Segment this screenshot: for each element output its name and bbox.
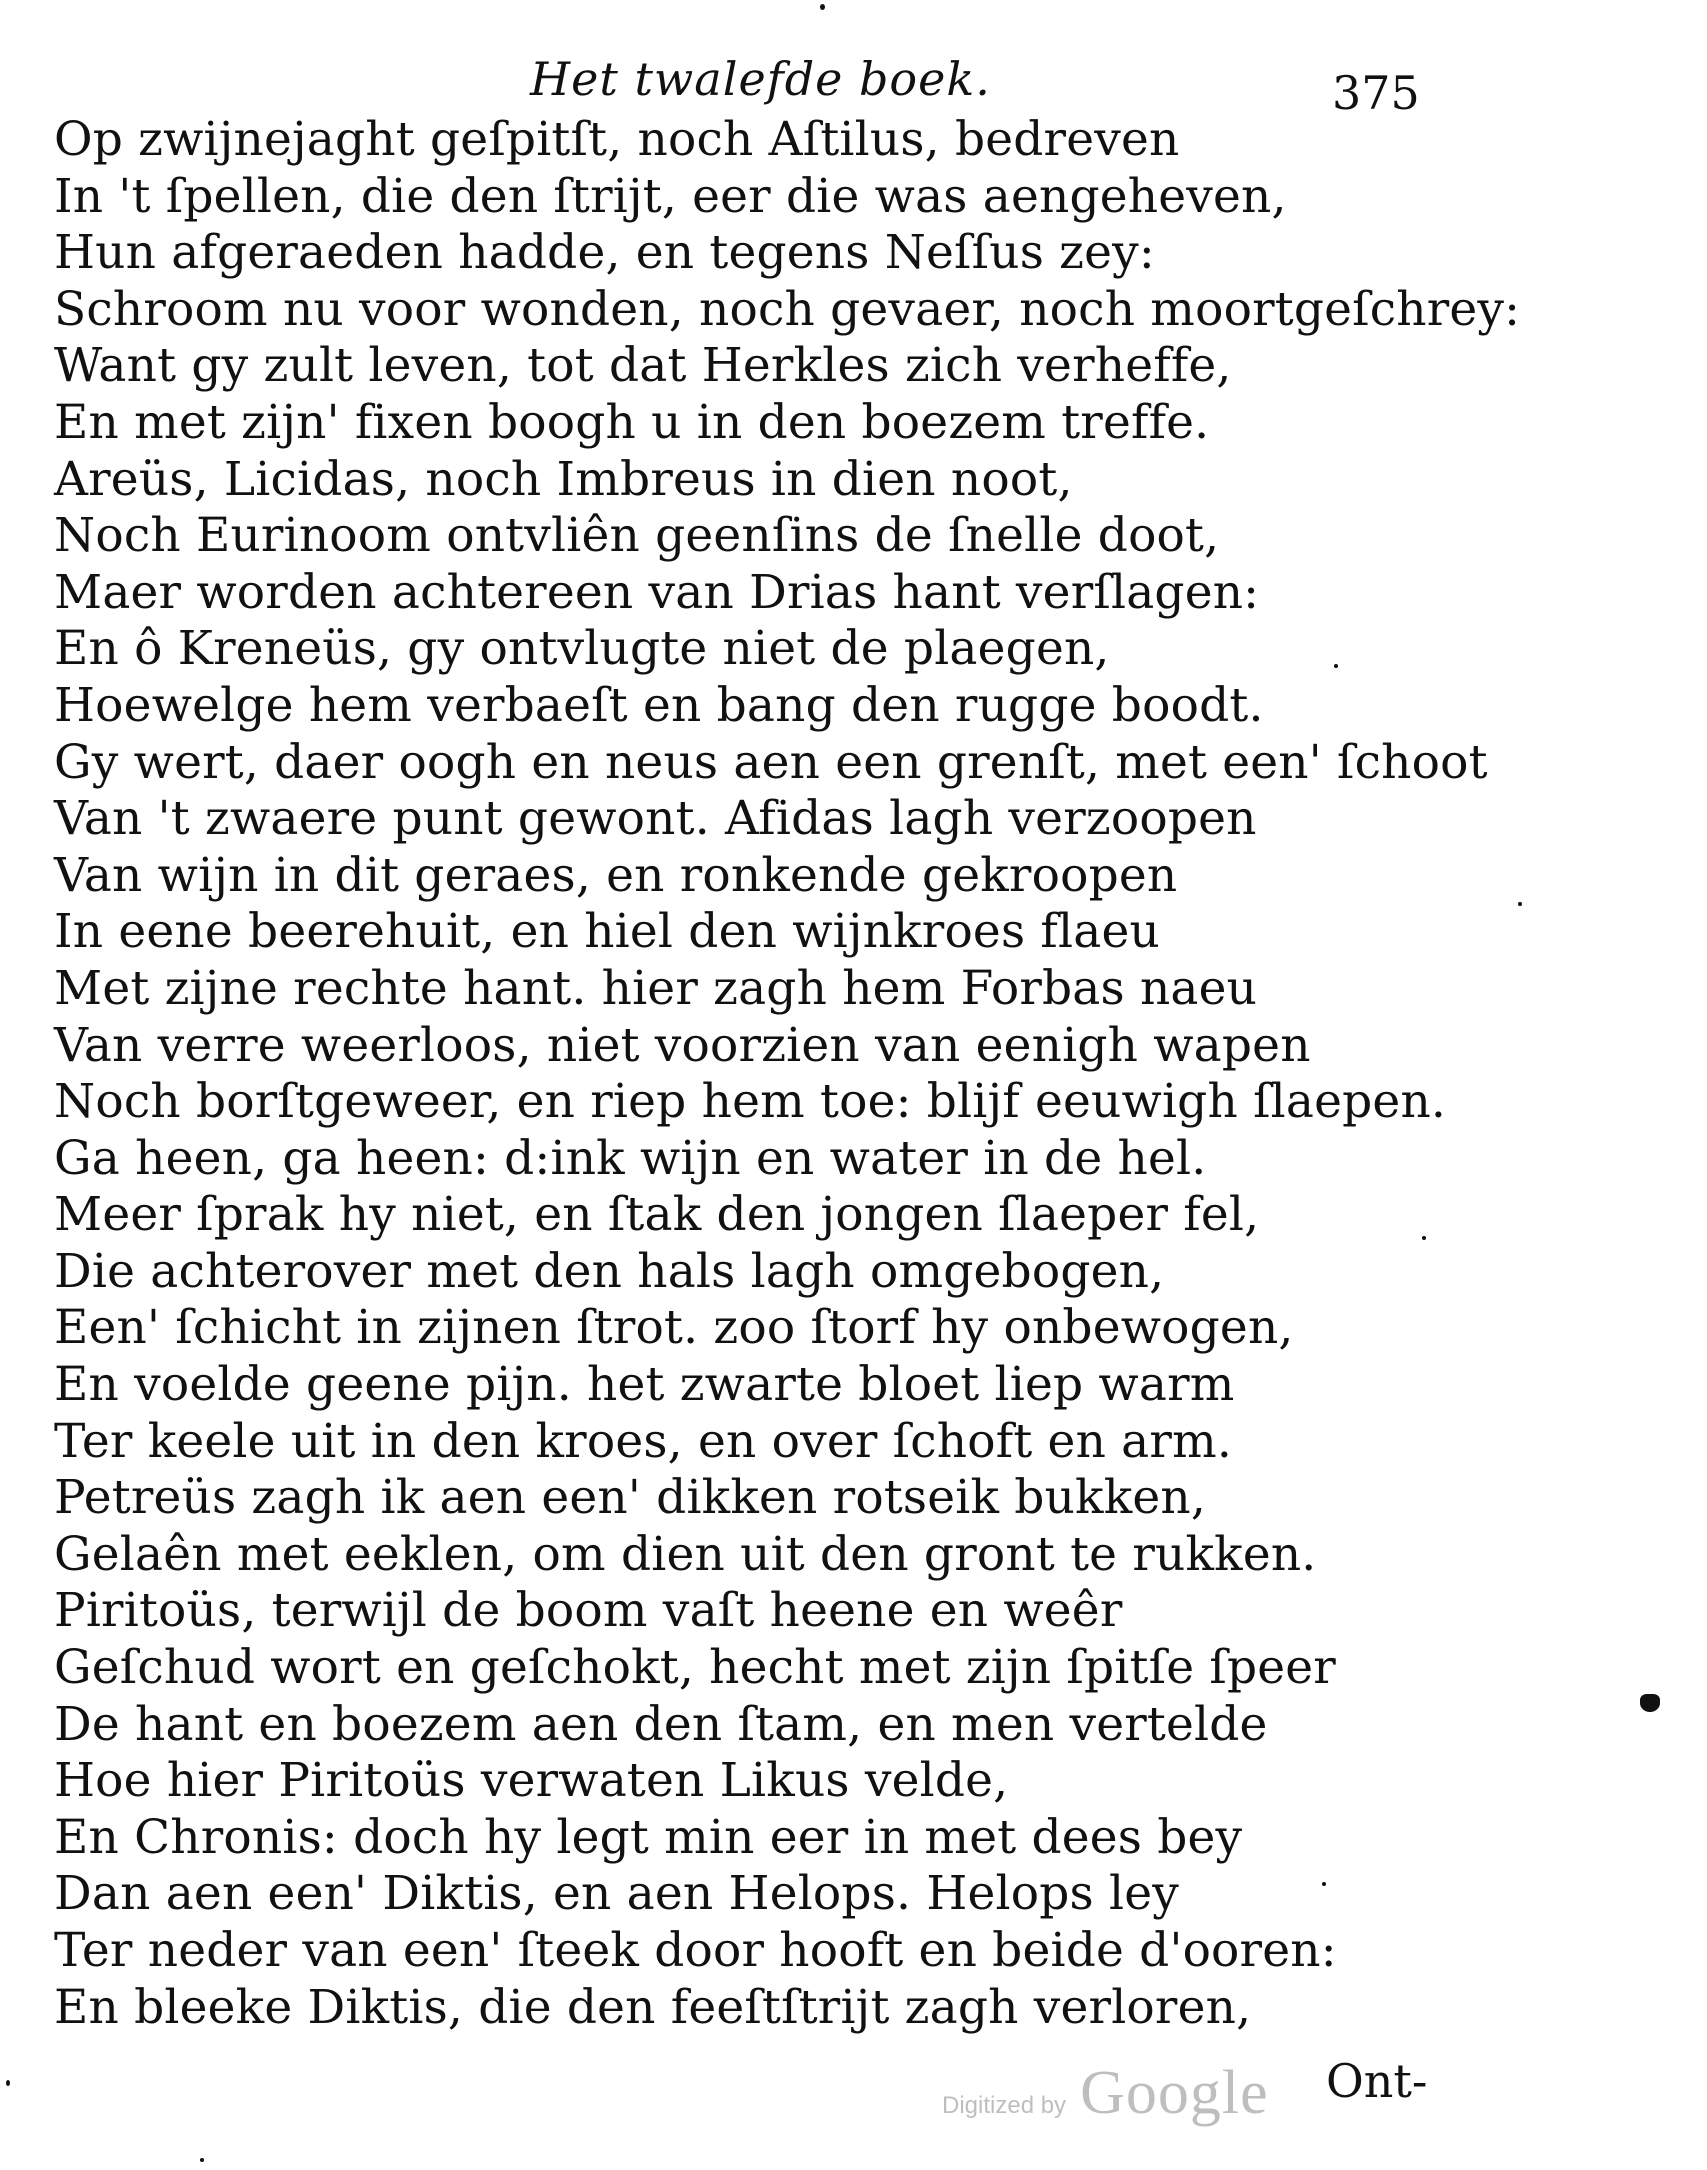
print-speck bbox=[200, 2158, 204, 2162]
verse-line: Gy wert, daer oogh en neus aen een grenſt, met een' ſchoot bbox=[54, 734, 1488, 790]
verse-line: In eene beerehuit, en hiel den wijnkroes flaeu bbox=[54, 904, 1160, 960]
verse-line: Hoewelge hem verbaeſt en bang den rugge boodt. bbox=[54, 677, 1264, 733]
verse-line: Noch Eurinoom ontvliên geenſins de ſnelle doot, bbox=[54, 508, 1220, 564]
verse-line: En voelde geene pijn. het zwarte bloet liep warm bbox=[54, 1357, 1235, 1413]
verse-line: In 't ſpellen, die den ſtrijt, eer die was aengeheven, bbox=[54, 168, 1287, 224]
verse-line: Van verre weerloos, niet voorzien van eenigh wapen bbox=[54, 1017, 1311, 1073]
verse-line: Ter keele uit in den kroes, en over ſchoft en arm. bbox=[54, 1413, 1232, 1469]
verse-line: Petreüs zagh ik aen een' dikken rotseik bukken, bbox=[54, 1470, 1207, 1526]
print-speck bbox=[1322, 1882, 1326, 1886]
verse-line: Noch borſtgeweer, en riep hem toe: blijf eeuwigh ſlaepen. bbox=[54, 1074, 1447, 1130]
verse-block bbox=[54, 112, 1521, 2036]
verse-line: Van wijn in dit geraes, en ronkende gekroopen bbox=[54, 847, 1178, 903]
verse-line: Ter neder van een' ſteek door hooft en beide d'ooren: bbox=[54, 1923, 1337, 1978]
verse-line: Schroom nu voor wonden, noch gevaer, noch moortgeſchrey: bbox=[54, 281, 1521, 337]
verse-line: En met zijn' fixen boogh u in den boezem treffe. bbox=[54, 394, 1210, 450]
verse-line: Meer ſprak hy niet, en ſtak den jongen ſlaeper fel, bbox=[54, 1187, 1260, 1243]
verse-line: Gelaên met eeklen, om dien uit den gront te rukken. bbox=[54, 1526, 1317, 1582]
catchword: Ont- bbox=[1326, 2054, 1428, 2108]
print-speck bbox=[1422, 1236, 1426, 1240]
verse-line: En bleeke Diktis, die den feeſtſtrijt zagh verloren, bbox=[54, 1979, 1252, 2035]
running-head: Het twalefde boek. bbox=[530, 52, 991, 106]
print-speck bbox=[6, 2080, 10, 2086]
verse-line: Dan aen een' Diktis, en aen Helops. Helops ley bbox=[54, 1866, 1179, 1922]
page-number: 375 bbox=[1332, 66, 1420, 120]
print-speck bbox=[1518, 902, 1522, 906]
print-speck bbox=[1334, 664, 1338, 668]
watermark-prefix: Digitized by bbox=[942, 2092, 1067, 2119]
verse-line: En ô Kreneüs, gy ontvlugte niet de plaegen, bbox=[54, 621, 1110, 677]
verse-line: Die achterover met den hals lagh omgebogen, bbox=[54, 1243, 1165, 1299]
verse-line: De hant en boezem aen den ſtam, en men vertelde bbox=[54, 1696, 1268, 1752]
verse-line: Een' ſchicht in zijnen ſtrot. zoo ſtorf hy onbewogen, bbox=[54, 1300, 1294, 1356]
verse-line: Van 't zwaere punt gewont. Afidas lagh verzoopen bbox=[54, 791, 1257, 847]
watermark-brand-logo: Google bbox=[1080, 2059, 1269, 2127]
verse-line: En Chronis: doch hy legt min eer in met dees bey bbox=[54, 1809, 1243, 1865]
verse-line: Hoe hier Piritoüs verwaten Likus velde, bbox=[54, 1753, 1009, 1809]
print-speck bbox=[1640, 1694, 1660, 1712]
verse-line: Want gy zult leven, tot dat Herkles zich verheffe, bbox=[54, 338, 1232, 394]
verse-line: Geſchud wort en geſchokt, hecht met zijn ſpitſe ſpeer bbox=[54, 1640, 1336, 1696]
verse-line: Ga heen, ga heen: d:ink wijn en water in de hel. bbox=[54, 1130, 1207, 1186]
verse-line: Maer worden achtereen van Drias hant verſlagen: bbox=[54, 564, 1260, 620]
print-speck bbox=[820, 4, 825, 10]
verse-line: Op zwijnejaght geſpitſt, noch Aſtilus, bedreven bbox=[54, 112, 1180, 167]
verse-line: Areüs, Licidas, noch Imbreus in dien noot, bbox=[54, 451, 1073, 507]
verse-line: Met zijne rechte hant. hier zagh hem Forbas naeu bbox=[54, 960, 1258, 1016]
digitized-watermark bbox=[942, 2058, 1269, 2129]
verse-line: Piritoüs, terwijl de boom vaſt heene en weêr bbox=[54, 1583, 1123, 1639]
verse-line: Hun afgeraeden hadde, en tegens Neſſus zey: bbox=[54, 225, 1155, 281]
